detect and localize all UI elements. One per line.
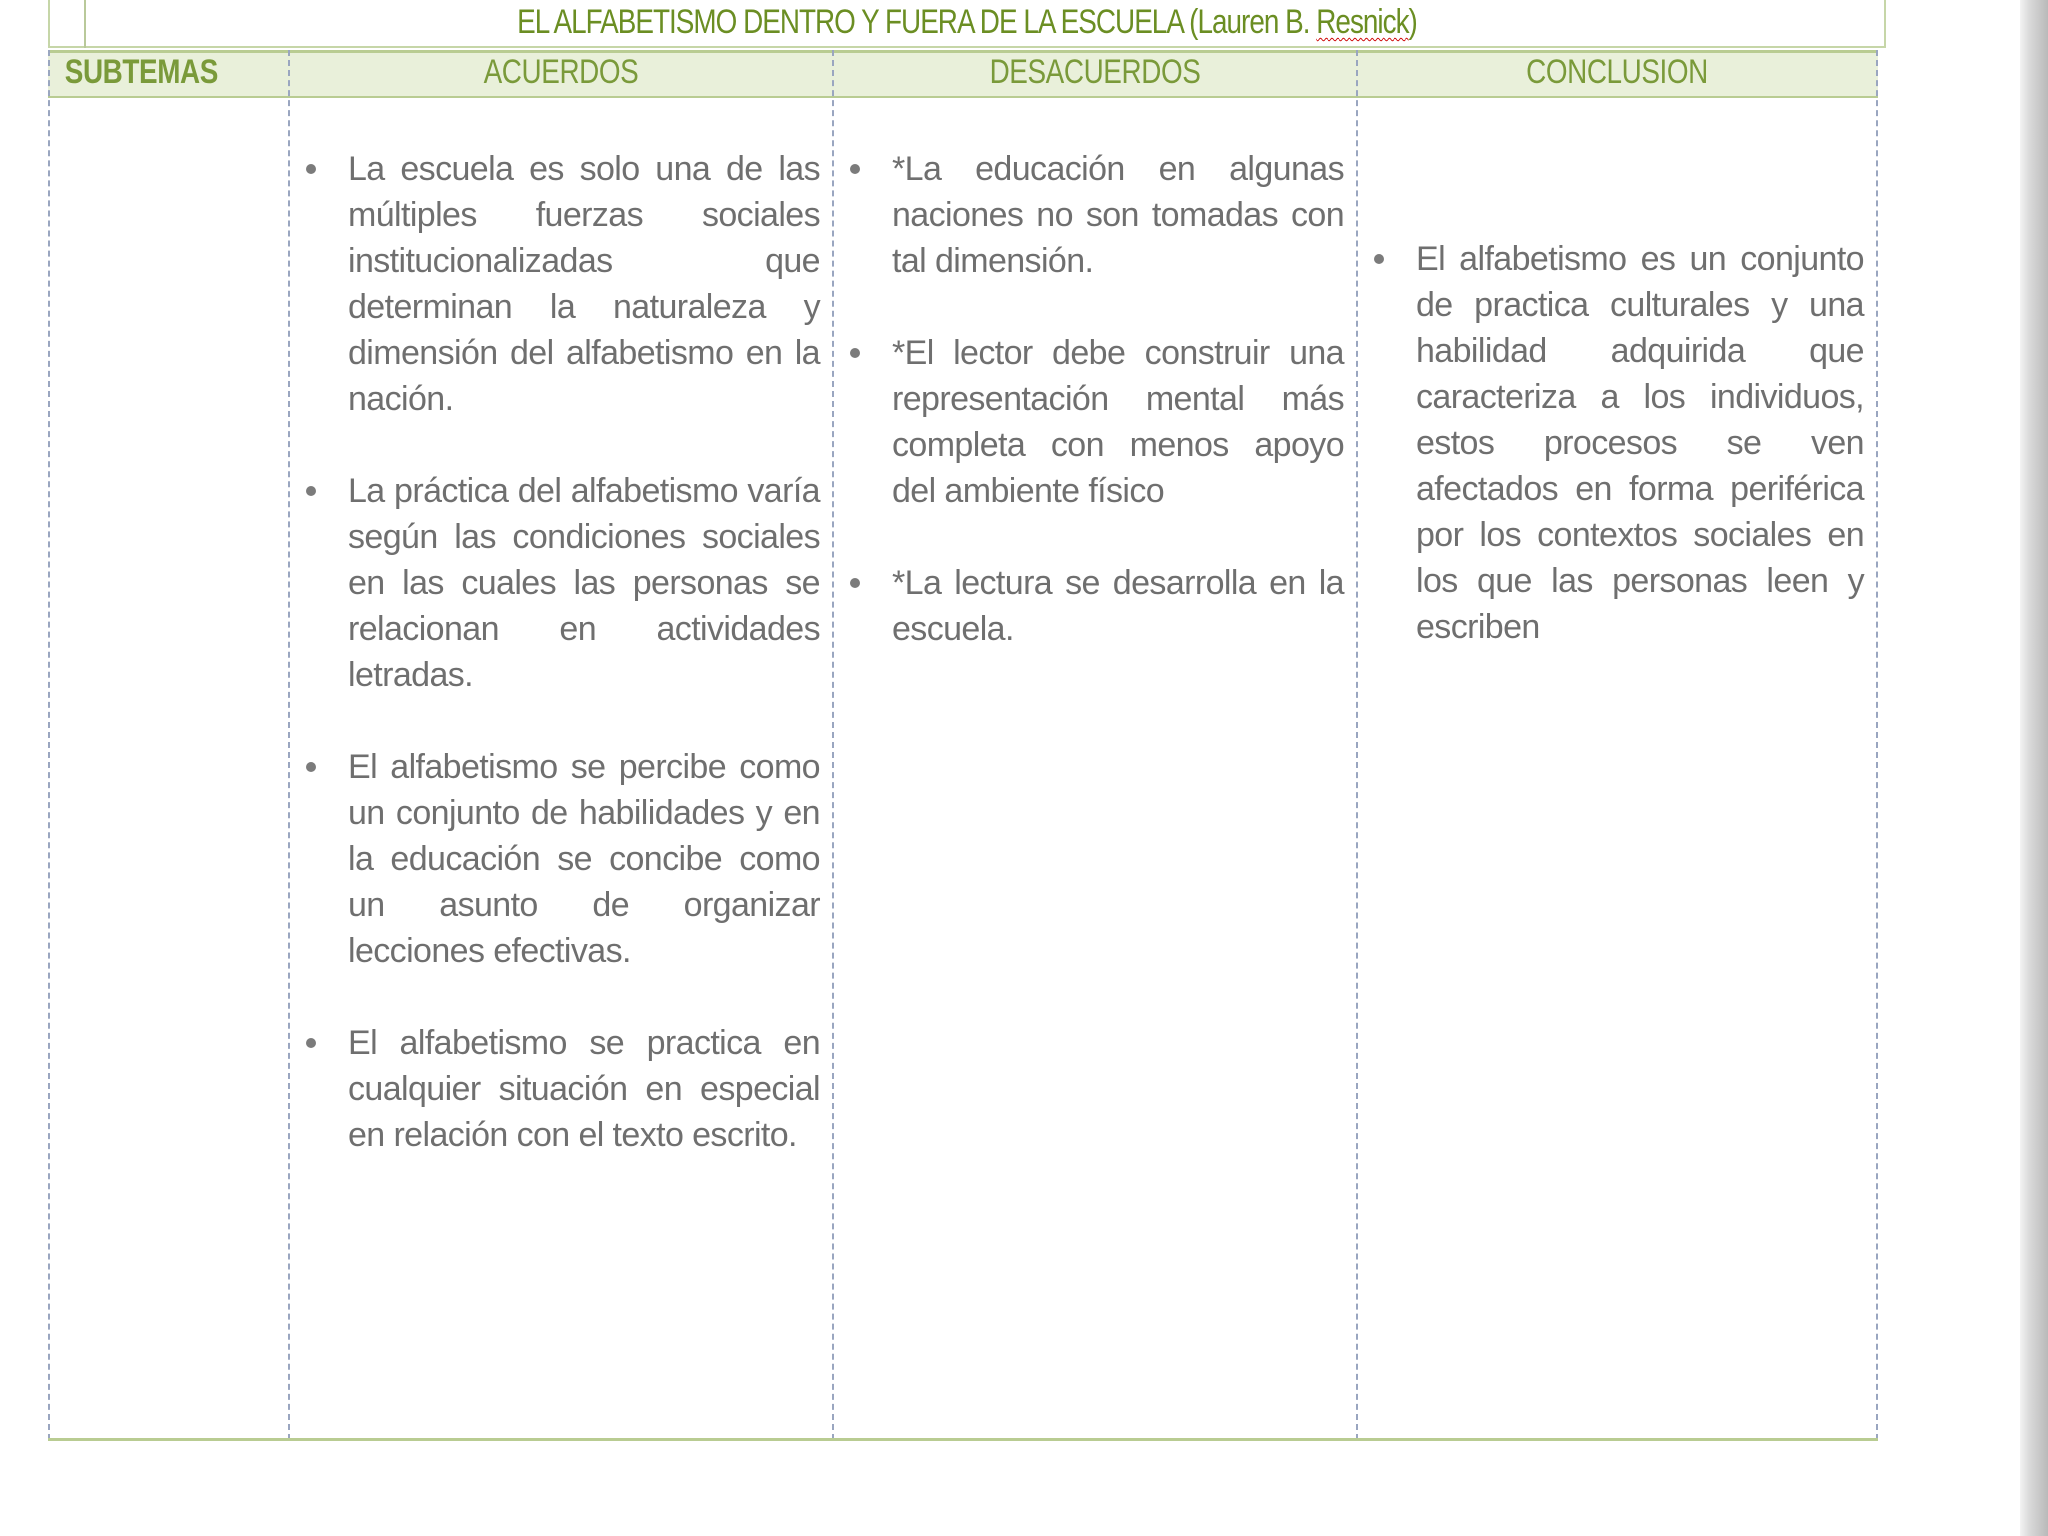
acuerdos-item-text: La práctica del alfabetismo varía según las condiciones sociales en las cuales las personas se relacionan en actividades letradas. <box>348 472 820 694</box>
acuerdos-list <box>290 146 832 1158</box>
acuerdos-body <box>290 146 832 1158</box>
desacuerdos-list <box>834 146 1356 652</box>
acuerdos-item <box>290 744 832 974</box>
header-conclusion: CONCLUSION <box>1526 53 1708 91</box>
title-close: ) <box>1408 3 1417 41</box>
bullet-icon <box>850 348 860 358</box>
page-edge-shadow <box>2020 0 2048 1536</box>
desacuerdos-body <box>834 146 1356 652</box>
acuerdos-item-text: El alfabetismo se practica en cualquier situación en especial en relación con el texto escrito. <box>348 1024 820 1154</box>
bullet-icon <box>306 486 316 496</box>
desacuerdos-item-text: *La educación en algunas naciones no son tomadas con tal dimensión. <box>892 150 1344 280</box>
column-conclusion <box>1356 50 1878 1440</box>
conclusion-item <box>1358 236 1876 650</box>
column-subtemas <box>48 50 288 1440</box>
bullet-icon <box>850 164 860 174</box>
acuerdos-item <box>290 468 832 698</box>
desacuerdos-item-text: *El lector debe construir una representación mental más completa con menos apoyo del ambiente físico <box>892 334 1344 510</box>
column-acuerdos <box>288 50 832 1440</box>
desacuerdos-item <box>834 560 1356 652</box>
bullet-icon <box>306 762 316 772</box>
document-title <box>215 0 1719 44</box>
bullet-icon <box>306 164 316 174</box>
title-row <box>48 0 1886 48</box>
bullet-icon <box>850 578 860 588</box>
bullet-icon <box>306 1038 316 1048</box>
desacuerdos-item <box>834 330 1356 514</box>
header-subtemas: SUBTEMAS <box>64 53 218 91</box>
header-desacuerdos: DESACUERDOS <box>989 53 1201 91</box>
bullet-icon <box>1374 254 1384 264</box>
acuerdos-item-text: El alfabetismo se percibe como un conjunto de habilidades y en la educación se concibe como un asunto de organizar lecciones efectivas. <box>348 748 820 970</box>
acuerdos-item <box>290 1020 832 1158</box>
title-author-last: Resnick <box>1316 3 1409 41</box>
desacuerdos-item <box>834 146 1356 284</box>
desacuerdos-item-text: *La lectura se desarrolla en la escuela. <box>892 564 1344 648</box>
title-main: EL ALFABETISMO DENTRO Y FUERA DE LA ESCUELA (Lauren B. <box>517 3 1317 41</box>
column-desacuerdos <box>832 50 1356 1440</box>
header-acuerdos: ACUERDOS <box>483 53 639 91</box>
table-bottom-rule <box>48 1438 1878 1441</box>
acuerdos-item <box>290 146 832 422</box>
acuerdos-item-text: La escuela es solo una de las múltiples fuerzas sociales institucionalizadas que determinan la naturaleza y dimensión del alfabetismo en la nación. <box>348 150 820 418</box>
conclusion-body <box>1358 236 1876 650</box>
comparison-table <box>48 50 1878 1440</box>
conclusion-list <box>1358 236 1876 650</box>
table-left-tick <box>84 0 86 48</box>
conclusion-item-text: El alfabetismo es un conjunto de practica culturales y una habilidad adquirida que caracteriza a los individuos, estos procesos se ven afectados en forma periférica por los contextos sociales en los que las personas leen y escriben <box>1416 240 1864 646</box>
